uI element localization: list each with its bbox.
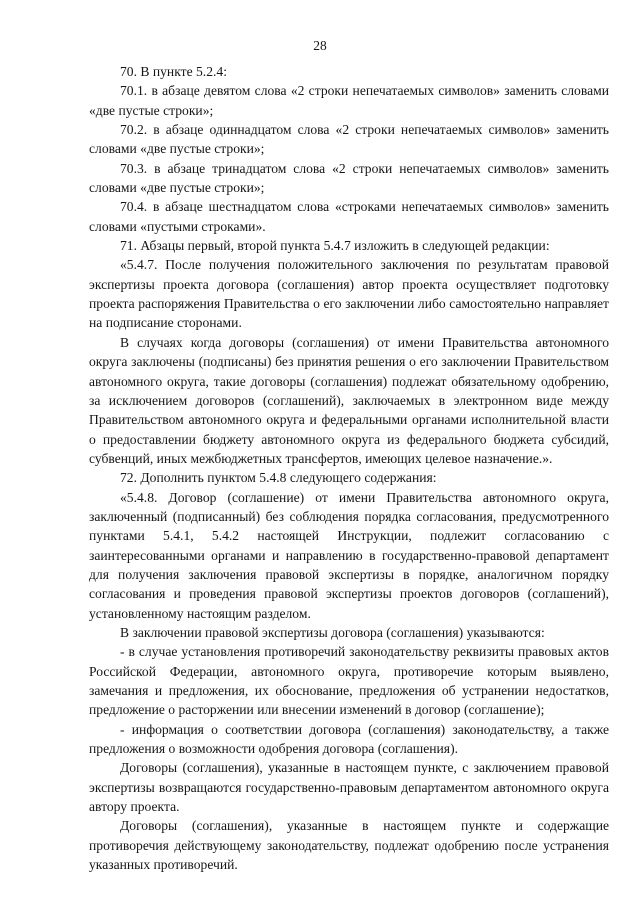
paragraph-subitem-70-3: 70.3. в абзаце тринадцатом слова «2 строки непечатаемых символов» заменить словами «две пустые строки»; xyxy=(89,160,609,196)
paragraph-clause-5-4-7: «5.4.7. После получения положительного заключения по результатам правовой экспертизы проекта договора (соглашения) автор проекта осуществляет подготовку проекта распоряжения Правительства о его заключении либо самостоятельно направляет на подписание сторонами. xyxy=(89,257,609,331)
list-item-compliance: - информация о соответствии договора (соглашения) законодательству, а также предложения о возможности одобрения договора (соглашения). xyxy=(89,721,609,757)
paragraph-clause-5-4-8: «5.4.8. Договор (соглашение) от имени Правительства автономного округа, заключенный (подписанный) без соблюдения порядка согласования, предусмотренного пунктами 5.4.1, 5.4.2 настоящей Инструкции, подлежит согласованию с заинтересованными органами и направлению в государственно-правовой департамент для получения заключения правовой экспертизы в порядке, аналогичном порядку согласования и проведения правовой экспертизы проектов договоров (соглашений), установленному настоящим разделом. xyxy=(89,489,609,621)
list-item-contradictions: - в случае установления противоречий законодательству реквизиты правовых актов Российской Федерации, автономного округа, противоречие которым выявлено, замечания и предложения, их обоснование, предложения об устранении недостатков, предложение о расторжении или внесении изменений в договор (соглашение); xyxy=(89,644,609,718)
paragraph-subitem-70-4: 70.4. в абзаце шестнадцатом слова «строками непечатаемых символов» заменить словами «пустыми строками». xyxy=(89,199,609,234)
paragraph-clause-5-4-7-second: В случаях когда договоры (соглашения) от имени Правительства автономного округа заключены (подписаны) без принятия решения о его заключении Правительством автономного округа, такие договоры (соглашения) подлежат обязательному одобрению, за исключением договоров (соглашений), заключаемых в электронном виде между Правительством автономного округа и федеральными органами исполнительной власти о предоставлении бюджету автономного округа из федерального бюджета субсидий, субвенций, иных межбюджетных трансфертов, имеющих целевое назначение.». xyxy=(89,334,609,466)
paragraph-approval-after-fix: Договоры (соглашения), указанные в настоящем пункте и содержащие противоречия действующему законодательству, подлежат одобрению после устранения указанных противоречий. xyxy=(89,818,609,873)
paragraph-item-72: 72. Дополнить пунктом 5.4.8 следующего содержания: xyxy=(120,470,437,486)
paragraph-return-to-author: Договоры (соглашения), указанные в настоящем пункте, с заключением правовой экспертизы возвращаются государственно-правовым департаментом автономного округа автору проекта. xyxy=(89,760,609,815)
paragraph-conclusion-intro: В заключении правовой экспертизы договора (соглашения) указываются: xyxy=(120,624,545,640)
document-body xyxy=(89,62,609,874)
paragraph-subitem-70-1: 70.1. в абзаце девятом слова «2 строки непечатаемых символов» заменить словами «две пустые строки»; xyxy=(89,83,609,118)
paragraph-subitem-70-2: 70.2. в абзаце одиннадцатом слова «2 строки непечатаемых символов» заменить словами «две пустые строки»; xyxy=(89,122,609,157)
page-number: 28 xyxy=(313,38,327,53)
paragraph-item-70: 70. В пункте 5.2.4: xyxy=(120,64,227,79)
paragraph-item-71: 71. Абзацы первый, второй пункта 5.4.7 изложить в следующей редакции: xyxy=(120,238,550,254)
